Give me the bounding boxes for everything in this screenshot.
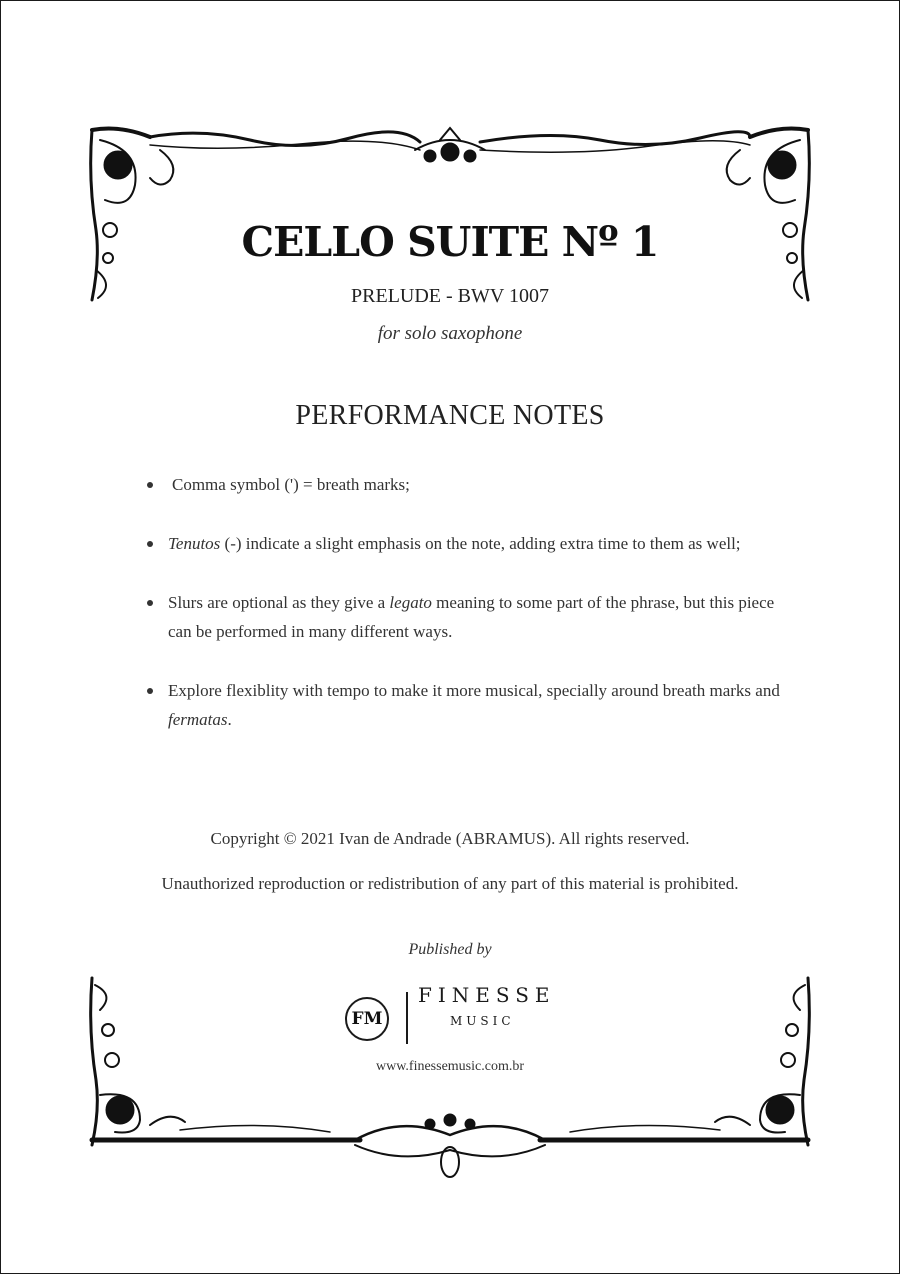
publisher-website: www.finessemusic.com.br bbox=[375, 1059, 524, 1074]
instrumentation: for solo saxophone bbox=[377, 323, 523, 344]
top-right-corner-ornament-icon bbox=[727, 129, 810, 300]
note-text: . bbox=[227, 710, 232, 729]
copyright-notice: Copyright © 2021 Ivan de Andrade (ABRAMUS). All rights reserved. bbox=[210, 829, 690, 848]
top-left-corner-ornament-icon bbox=[91, 129, 174, 300]
publisher-logo-mark: FM bbox=[345, 997, 389, 1041]
note-term: Tenutos bbox=[168, 534, 221, 553]
note-text: (-) indicate a slight emphasis on the note, adding extra time to them as well; bbox=[220, 534, 741, 553]
bullet-icon bbox=[147, 688, 153, 694]
bullet-icon bbox=[147, 600, 153, 606]
bullet-icon bbox=[147, 482, 153, 488]
list-item bbox=[145, 676, 785, 734]
reproduction-disclaimer: Unauthorized reproduction or redistribution of any part of this material is prohibited. bbox=[161, 874, 739, 893]
top-border-ornament-icon bbox=[150, 128, 750, 162]
section-heading: PERFORMANCE NOTES bbox=[295, 400, 605, 431]
note-term: fermatas bbox=[168, 710, 228, 729]
publisher-name: FINESSE bbox=[418, 983, 556, 1007]
list-item bbox=[145, 529, 785, 558]
list-item bbox=[145, 470, 785, 499]
published-by-label: Published by bbox=[408, 941, 492, 958]
note-text: meaning to some part of the phrase, but this piece can be performed in many different ways. bbox=[168, 593, 775, 641]
bottom-border-ornament-icon bbox=[92, 1114, 808, 1177]
page-subtitle: PRELUDE - BWV 1007 bbox=[351, 285, 549, 307]
publisher-subname: MUSIC bbox=[450, 1014, 515, 1028]
note-text: Slurs are optional as they give a bbox=[168, 593, 390, 612]
note-text: Explore flexiblity with tempo to make it more musical, specially around breath marks and bbox=[168, 681, 780, 700]
performance-notes-list bbox=[145, 470, 785, 764]
bullet-icon bbox=[147, 541, 153, 547]
page-title: CELLO SUITE Nº 1 bbox=[241, 218, 659, 266]
note-text: Comma symbol (') = breath marks; bbox=[172, 475, 410, 494]
logo-divider bbox=[406, 992, 408, 1044]
note-term: legato bbox=[389, 593, 432, 612]
list-item bbox=[145, 588, 785, 646]
